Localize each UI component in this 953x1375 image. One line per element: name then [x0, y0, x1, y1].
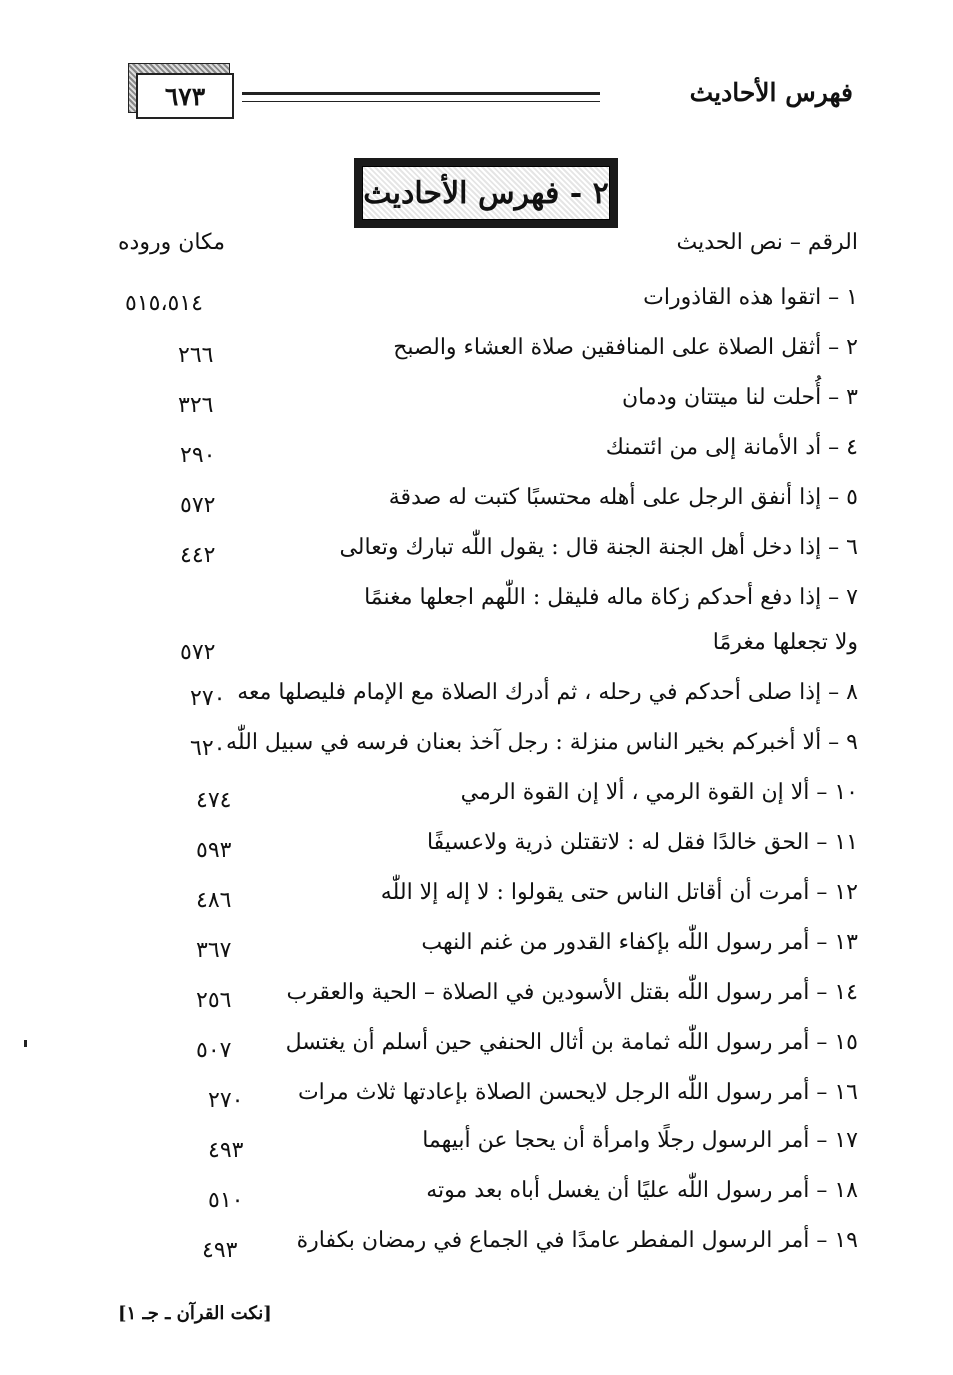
- hadith-text: ١٧ – أمر الرسول رجلًا وامرأة أن يحجا عن أبيهما: [422, 1128, 858, 1153]
- hadith-text: ٤ – أد الأمانة إلى من ائتمنك: [605, 435, 858, 460]
- list-item: [0, 780, 953, 830]
- hadith-text: ١٦ – أمر رسول اللّٰه الرجل لايحسن الصلاة بإعادتها ثلاث مرات: [297, 1080, 858, 1105]
- list-item: [0, 535, 953, 585]
- text-column-header: الرقم – نص الحديث: [676, 230, 858, 255]
- hadith-place: ٥٧٢: [180, 640, 216, 665]
- page-number: ٦٧٣: [136, 73, 234, 119]
- hadith-place: ٥١٠: [208, 1188, 244, 1213]
- hadith-text: ١ – اتقوا هذه القاذورات: [643, 285, 858, 310]
- hadith-text: ٥ – إذا أنفق الرجل على أهله محتسبًا كتبت له صدقة: [388, 485, 858, 510]
- hadith-place: ٤٩٣: [202, 1238, 238, 1263]
- hadith-place: ٢٩٠: [180, 443, 216, 468]
- section-title-box: [354, 158, 618, 228]
- list-item: [0, 930, 953, 980]
- hadith-place: ٣٦٧: [196, 938, 232, 963]
- footer-note: [نكت القرآن ـ جـ ١]: [118, 1303, 272, 1324]
- list-item: [0, 880, 953, 930]
- list-item: [0, 335, 953, 385]
- list-item: [0, 1178, 953, 1228]
- place-column-header: مكان وروده: [118, 230, 225, 255]
- list-item: [0, 1030, 953, 1080]
- list-item: [0, 1080, 953, 1130]
- hadith-place: ٥٠٧: [196, 1038, 232, 1063]
- list-item: [0, 680, 953, 730]
- margin-mark: [24, 1040, 27, 1047]
- hadith-text: ١٤ – أمر رسول اللّٰه بقتل الأسودين في الصلاة – الحية والعقرب: [286, 980, 858, 1005]
- hadith-text: ١١ – الحق خالدًا فقل له : لاتقتلن ذرية ولاعسيفًا: [426, 830, 858, 855]
- list-item: [0, 830, 953, 880]
- hadith-place: ٢٦٦: [178, 343, 214, 368]
- hadith-place: ٢٥٦: [196, 988, 232, 1013]
- list-item: [0, 385, 953, 435]
- hadith-place: ٤٨٦: [196, 888, 232, 913]
- hadith-text: ولا تجعلها مغرمًا: [712, 630, 858, 655]
- hadith-text: ١٨ – أمر رسول اللّٰه عليًا أن يغسل أباه بعد موته: [426, 1178, 858, 1203]
- hadith-place: ٢٧٠: [208, 1088, 244, 1113]
- hadith-text: ١٩ – أمر الرسول المفطر عامدًا في الجماع في رمضان بكفارة: [296, 1228, 858, 1253]
- hadith-place: ٤٩٣: [208, 1138, 244, 1163]
- hadith-place: ٥٧٢: [180, 493, 216, 518]
- hadith-place: ٥١٥،٥١٤: [125, 291, 203, 316]
- section-title: ٢ - فهرس الأحاديث: [362, 166, 610, 220]
- hadith-place: ٤٧٤: [196, 788, 232, 813]
- list-item: [0, 485, 953, 535]
- hadith-text: ٨ – إذا صلى أحدكم في رحله ، ثم أدرك الصلاة مع الإمام فليصلها معه: [237, 680, 858, 705]
- list-item: [0, 585, 953, 635]
- hadith-text: ٦ – إذا دخل أهل الجنة الجنة قال : يقول اللّٰه تبارك وتعالى: [339, 535, 858, 560]
- page-number-box: [128, 63, 236, 121]
- hadith-text: ١٢ – أمرت أن أقاتل الناس حتى يقولوا : لا إله إلا اللّٰه: [380, 880, 858, 905]
- hadith-text: ٧ – إذا دفع أحدكم زكاة ماله فليقل : اللّٰهم اجعلها مغنمًا: [364, 585, 858, 610]
- hadith-place: ٤٤٢: [180, 543, 216, 568]
- hadith-text: ١٥ – أمر رسول اللّٰه ثمامة بن أثال الحنفي حين أسلم أن يغتسل: [285, 1030, 858, 1055]
- hadith-place: ٣٢٦: [178, 393, 214, 418]
- running-title: فهرس الأحاديث: [689, 78, 853, 107]
- hadith-text: ١٠ – ألا إن القوة الرمي ، ألا إن القوة الرمي: [460, 780, 858, 805]
- header-rule: [242, 92, 600, 102]
- hadith-place: ٦٢٠: [190, 736, 226, 761]
- hadith-text: ٩ – ألا أخبركم بخير الناس منزلة : رجل آخذ بعنان فرسه في سبيل اللّٰه: [226, 730, 858, 755]
- hadith-text: ١٣ – أمر رسول اللّٰه بإكفاء القدور من غنم النهب: [421, 930, 858, 955]
- list-item: [0, 730, 953, 780]
- list-item: [0, 980, 953, 1030]
- list-item: [0, 630, 953, 680]
- hadith-text: ٣ – أُحلت لنا ميتتان ودمان: [621, 385, 858, 410]
- list-item: [0, 1128, 953, 1178]
- list-item: [0, 285, 953, 335]
- hadith-text: ٢ – أثقل الصلاة على المنافقين صلاة العشاء والصبح: [393, 335, 858, 360]
- hadith-place: ٥٩٣: [196, 838, 232, 863]
- hadith-place: ٢٧٠: [190, 686, 226, 711]
- list-item: [0, 435, 953, 485]
- list-item: [0, 1228, 953, 1278]
